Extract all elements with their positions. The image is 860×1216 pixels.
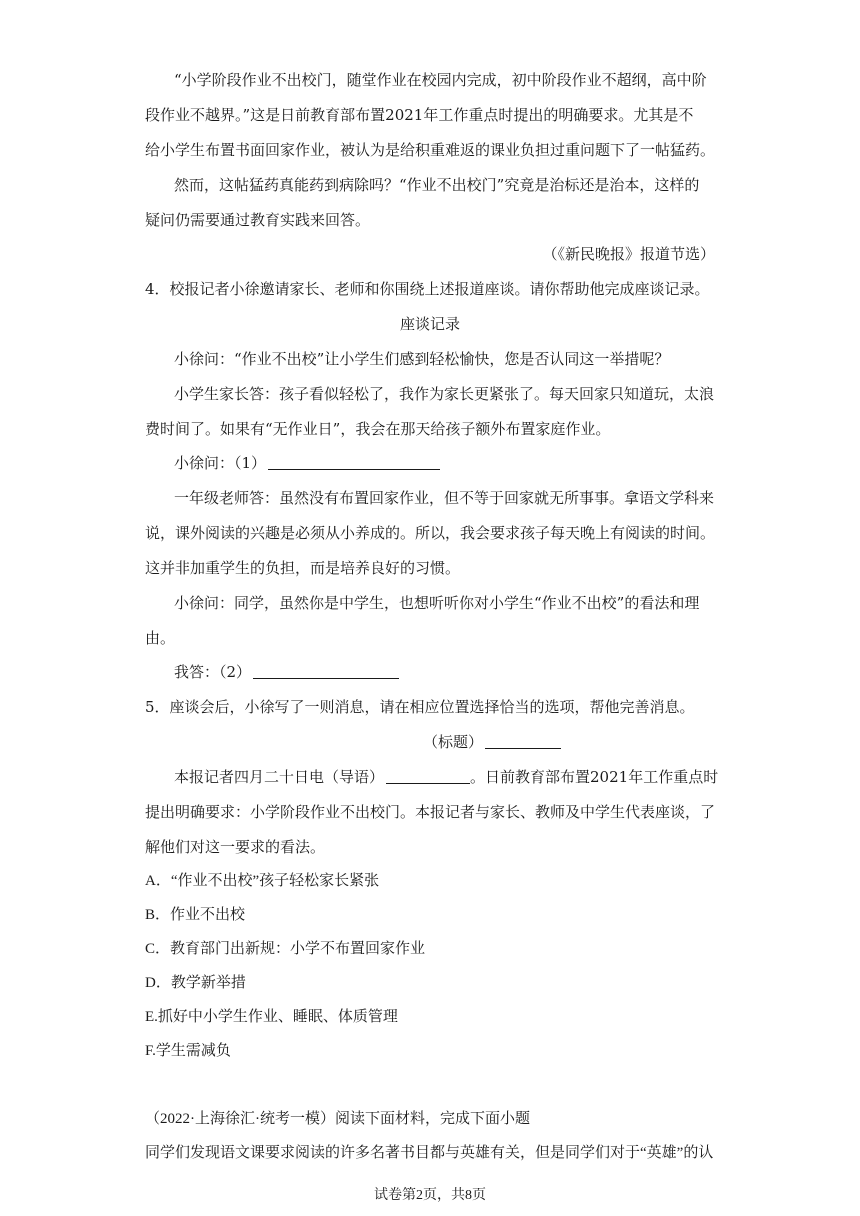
answer-blank-1[interactable]	[268, 453, 440, 470]
record-line: 小徐问：同学，虽然你是中学生，也想听听你对小学生“作业不出校”的看法和理	[174, 594, 700, 612]
option-b[interactable]: B．作业不出校	[145, 907, 246, 923]
passage-line: 段作业不越界。”这是日前教育部布置2021年工作重点时提出的明确要求。尤其是不	[145, 106, 694, 124]
news-line: 解他们对这一要求的看法。	[145, 838, 326, 856]
record-line: 小徐问：“作业不出校”让小学生们感到轻松愉快，您是否认同这一举措呢？	[174, 350, 670, 368]
record-line: 一年级老师答：虽然没有布置回家作业，但不等于回家就无所事事。拿语文学科来	[174, 489, 715, 507]
passage-line: “小学阶段作业不出校门，随堂作业在校园内完成，初中阶段作业不超纲，高中阶	[174, 71, 707, 89]
record-line: 小徐问：（1）	[174, 454, 267, 472]
passage-line: 疑问仍需要通过教育实践来回答。	[145, 211, 371, 229]
option-d[interactable]: D．教学新举措	[145, 975, 246, 991]
question-5-stem: 5．座谈会后，小徐写了一则消息，请在相应位置选择恰当的选项，帮他完善消息。	[145, 698, 695, 716]
next-section-line: 同学们发现语文课要求阅读的许多名著书目都与英雄有关，但是同学们对于“英雄”的认	[145, 1145, 714, 1161]
title-label: （标题）	[423, 733, 484, 751]
next-section-intro: （2022·上海徐汇·统考一模）阅读下面材料，完成下面小题	[145, 1111, 530, 1127]
title-blank[interactable]	[485, 732, 561, 749]
record-line: 小学生家长答：孩子看似轻松了，我作为家长更紧张了。每天回家只知道玩，太浪	[174, 385, 715, 403]
passage-line: 然而，这帖猛药真能药到病除吗？“作业不出校门”究竟是治标还是治本，这样的	[174, 176, 700, 194]
answer-line-2	[174, 662, 399, 682]
lead-blank[interactable]	[386, 767, 470, 784]
option-a[interactable]: A．“作业不出校”孩子轻松家长紧张	[145, 873, 380, 889]
record-line: 这并非加重学生的负担，而是培养良好的习惯。	[145, 559, 461, 577]
answer-blank-2[interactable]	[253, 662, 399, 679]
record-line: 由。	[145, 629, 176, 647]
passage-line: 给小学生布置书面回家作业，被认为是给积重难返的课业负担过重问题下了一帖猛药。	[145, 141, 716, 159]
record-line: 费时间了。如果有“无作业日”，我会在那天给孩子额外布置家庭作业。	[145, 420, 611, 438]
record-title: 座谈记录	[400, 315, 461, 333]
news-line: 提出明确要求：小学阶段作业不出校门。本报记者与家长、教师及中学生代表座谈，了	[145, 803, 716, 821]
option-e[interactable]: E.抓好中小学生作业、睡眠、体质管理	[145, 1009, 398, 1025]
question-4-stem: 4．校报记者小徐邀请家长、老师和你围绕上述报道座谈。请你帮助他完成座谈记录。	[145, 280, 710, 298]
record-line: 说，课外阅读的兴趣是必须从小养成的。所以，我会要求孩子每天晚上有阅读的时间。	[145, 524, 716, 542]
news-title-line	[423, 732, 561, 752]
news-lead-label: 本报记者四月二十日电（导语）	[174, 768, 385, 786]
record-line: 我答：（2）	[174, 663, 252, 681]
option-f[interactable]: F.学生需减负	[145, 1043, 231, 1059]
passage-source: （《新民晚报》报道节选）	[542, 245, 715, 263]
page-footer: 试卷第2页，共8页	[374, 1188, 486, 1203]
news-line	[174, 767, 718, 787]
answer-line-1	[174, 453, 440, 473]
news-lead-tail: 。日前教育部布置2021年工作重点时	[470, 768, 719, 786]
option-c[interactable]: C．教育部门出新规：小学不布置回家作业	[145, 941, 426, 957]
